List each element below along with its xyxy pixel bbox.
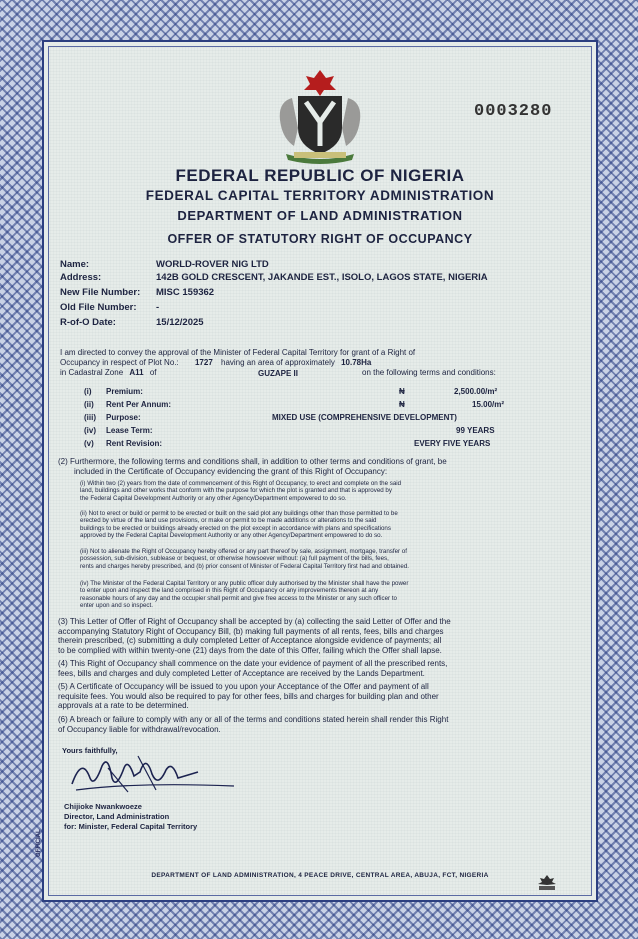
district-name: GUZAPE II — [258, 369, 299, 378]
plot-number: 1727 — [194, 358, 213, 367]
term-num: (ii) — [84, 400, 94, 409]
signatory-title: Director, Land Administration — [64, 812, 170, 821]
cadastral-zone: A11 — [129, 368, 144, 377]
old-file-value: - — [156, 302, 160, 313]
term-label: Premium: — [106, 387, 143, 396]
para2-line-1: (2) Furthermore, the following terms and conditions shall, in addition to other terms and conditions of grant, be — [58, 457, 447, 466]
intro-line-2: Occupancy in respect of Plot No.: 1727 having an area of approximately 10.78Ha — [60, 358, 372, 367]
small-crest-icon — [536, 874, 558, 892]
para-6: (6) A breach or failure to comply with any or all of the terms and conditions stated herein shall render this Right of Occupancy liable for withdrawal/revocation. — [58, 715, 449, 734]
para-5: (5) A Certificate of Occupancy will be issued to you upon your Acceptance of the Offer and payment of all requisite fees. You would also be required to pay for other fees, bills and charges for building plan and other approvals at a rate to be determined. — [58, 682, 439, 711]
intro-line-1: I am directed to convey the approval of the Minister of Federal Capital Territory for grant of a Right of — [60, 348, 416, 357]
para-4: (4) This Right of Occupancy shall commence on the date your evidence of payment of all the prescribed rents, fees, bills and charges and duly completed Letter of Acceptance are received by the Lands Department. — [58, 659, 448, 678]
term-label: Rent Revision: — [106, 439, 163, 448]
new-file-label: New File Number: — [60, 287, 141, 298]
term-label: Purpose: — [106, 413, 141, 422]
old-file-label: Old File Number: — [60, 302, 137, 313]
signature-icon — [68, 748, 238, 796]
term-currency: ₦ — [399, 400, 405, 409]
purpose-value: MIXED USE (COMPREHENSIVE DEVELOPMENT) — [272, 413, 457, 422]
address-value: 142B GOLD CRESCENT, JAKANDE EST., ISOLO, LAGOS STATE, NIGERIA — [156, 272, 488, 283]
closing-text: Yours faithfully, — [62, 746, 118, 755]
name-value: WORLD-ROVER NIG LTD — [156, 259, 269, 270]
para2-sub-iii: (iii) Not to alienate the Right of Occupancy hereby offered or any part thereof by sale, assignment, mortgage, transfer of possession, sub-division, sublease or bequest, or otherwise howsoever without: (a) full payment of the bills, fees, rents and charges hereby prescribed, and (b) prior consent of Minister of Federal Capital Territory first had and obtained. — [80, 548, 410, 570]
coat-of-arms-icon — [264, 66, 376, 166]
name-label: Name: — [60, 259, 90, 270]
term-num: (iii) — [84, 413, 96, 422]
rent-revision-value: EVERY FIVE YEARS — [414, 439, 491, 448]
heading-fct-administration: FEDERAL CAPITAL TERRITORY ADMINISTRATION — [145, 188, 495, 203]
para2-sub-iv: (iv) The Minister of the Federal Capital Territory or any public officer duly authorised by the Minister shall have the power to enter upon and inspect the land comprised in this Right of Occupancy or any improvements thereon at any reasonable hours of any day and the occupier shall permit and give free access to the Minister or any such officer to enter upon and so inspect. — [80, 580, 409, 610]
term-label: Rent Per Annum: — [106, 400, 172, 409]
para2-sub-ii: (ii) Not to erect or build or permit to be erected or built on the said plot any buildings other than those permitted to be erected by virtue of the land use provisions, or make or permit to be made additions or alterations to the said buildings to be erected or buildings already erected on the plot except in accordance with plans and specifications approved by the Federal Capital Development Authority or any other Agency/Department empowered to do so. — [80, 510, 398, 540]
footer-address: DEPARTMENT OF LAND ADMINISTRATION, 4 PEACE DRIVE, CENTRAL AREA, ABUJA, FCT, NIGERIA — [151, 872, 489, 879]
para2-line-2: included in the Certificate of Occupancy evidencing the grant of this Right of Occupancy: — [74, 467, 388, 476]
side-mark: OFFICIAL — [36, 829, 42, 857]
premium-value: 2,500.00/m² — [454, 387, 498, 396]
term-num: (i) — [84, 387, 92, 396]
heading-federal-republic: FEDERAL REPUBLIC OF NIGERIA — [175, 166, 465, 185]
para-3: (3) This Letter of Offer of Right of Occupancy shall be accepted by (a) collecting the said Letter of Offer and the accompanying Statutory Right of Occupancy Bill, (b) making full payments of all rents, fees, bills and charges therein prescribed, (c) submitting a duly completed Letter of Acceptance alongside evidence of payments; all to be complied with within twenty-one (21) days from the date of this Offer, failing which the Offer shall lapse. — [58, 617, 451, 655]
term-currency: ₦ — [399, 387, 405, 396]
plot-area: 10.78Ha — [341, 358, 372, 367]
rofo-date-value: 15/12/2025 — [156, 317, 204, 328]
rent-value: 15.00/m² — [472, 400, 505, 409]
para2-sub-i: (i) Within two (2) years from the date of commencement of this Right of Occupancy, to erect and complete on the said land, buildings and other works that conform with the purpose for which the plot is granted and that is approved by the Federal Capital Development Authority or any other Agency/Department empowered to do so. — [80, 480, 402, 502]
new-file-value: MISC 159362 — [156, 287, 215, 298]
certificate-sheet — [36, 40, 598, 902]
serial-number: 0003280 — [474, 102, 553, 121]
term-num: (v) — [84, 439, 94, 448]
term-num: (iv) — [84, 426, 96, 435]
address-label: Address: — [60, 272, 102, 283]
intro-line-3: in Cadastral Zone A11 of — [60, 368, 157, 377]
document-title: OFFER OF STATUTORY RIGHT OF OCCUPANCY — [167, 232, 473, 246]
intro-line-3-end: on the following terms and conditions: — [362, 368, 496, 377]
lease-term-value: 99 YEARS — [456, 426, 495, 435]
signatory-name: Chijioke Nwankwoeze — [64, 802, 142, 811]
signatory-for: for: Minister, Federal Capital Territory — [64, 822, 198, 831]
term-label: Lease Term: — [106, 426, 153, 435]
heading-land-administration: DEPARTMENT OF LAND ADMINISTRATION — [177, 208, 463, 223]
rofo-date-label: R-of-O Date: — [60, 317, 116, 328]
